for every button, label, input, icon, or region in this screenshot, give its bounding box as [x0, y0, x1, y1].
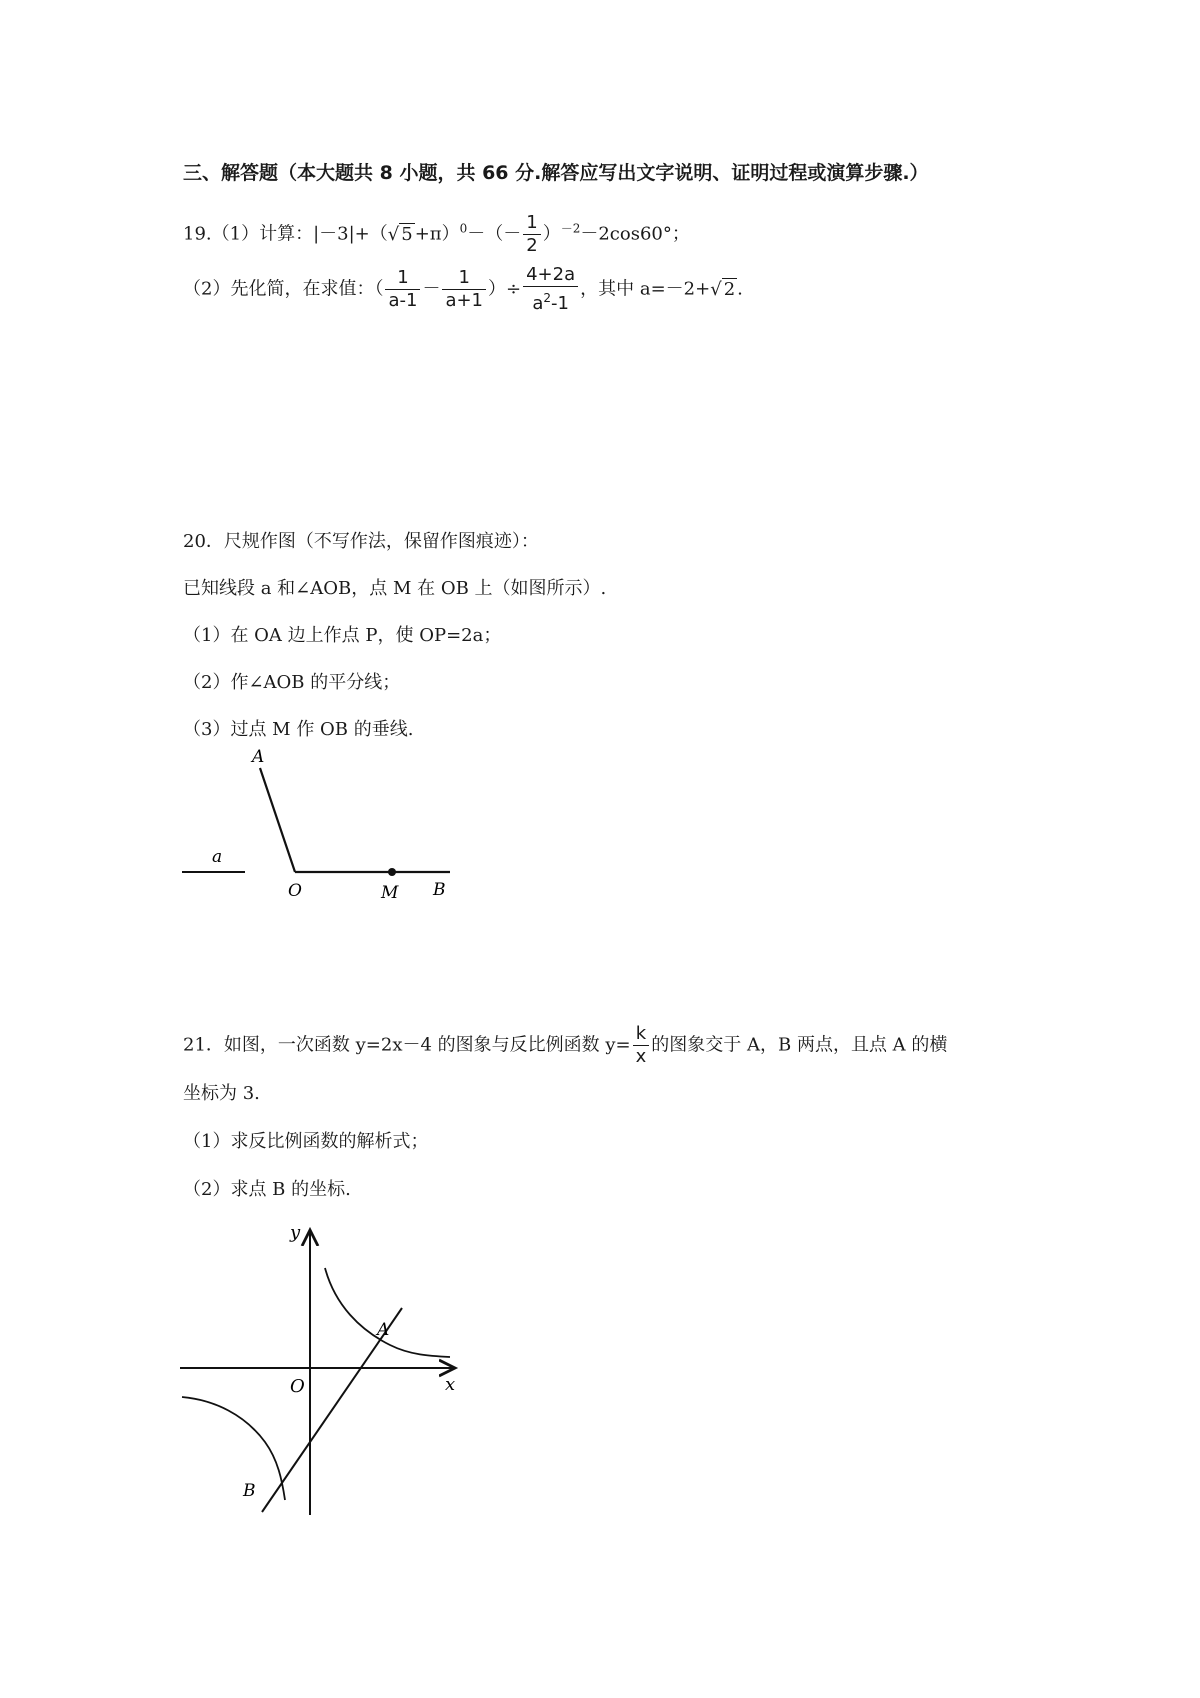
q21-line1-prefix: 21．如图，一次函数 y=2x－4 的图象与反比例函数 y=: [183, 1034, 631, 1056]
k-over-x: [633, 1023, 650, 1068]
q20-line2: 已知线段 a 和∠AOB，点 M 在 OB 上（如图所示）.: [183, 578, 607, 599]
label-O: O: [290, 1376, 305, 1397]
abs-expr: |－3|: [313, 223, 355, 245]
q21-line1-suffix: 的图象交于 A，B 两点，且点 A 的横: [651, 1034, 948, 1056]
hyperbola-branch-upper: [325, 1268, 450, 1357]
q21-line1: [183, 1023, 947, 1068]
point-M: [388, 868, 396, 876]
frac3-den-exponent: 2: [543, 291, 551, 305]
frac3: [523, 264, 578, 315]
frac1-denominator: a-1: [388, 290, 418, 311]
paren-divide: ）÷: [488, 278, 522, 300]
q19-part2-prefix: （2）先化简，在求值：（: [183, 278, 384, 300]
q21-figure: [170, 1210, 470, 1520]
frac2-denominator: a+1: [445, 290, 484, 311]
frac3-den-tail: -1: [550, 293, 569, 314]
where-clause: ，其中 a=－2+: [580, 278, 711, 300]
zero-exponent: 0: [459, 221, 468, 236]
label-x: x: [445, 1374, 456, 1395]
frac2-numerator: 1: [442, 267, 486, 290]
period: .: [737, 278, 743, 300]
q21-line2: 坐标为 3.: [183, 1083, 260, 1104]
label-y: y: [290, 1222, 301, 1243]
q19-part2: [183, 264, 743, 315]
q21-line4: （2）求点 B 的坐标.: [183, 1179, 351, 1200]
frac2: [442, 267, 486, 312]
label-B: B: [433, 880, 446, 900]
half-numerator: 1: [523, 212, 540, 235]
q21-line3: （1）求反比例函数的解析式；: [183, 1131, 429, 1152]
frac3-numerator: 4+2a: [523, 264, 578, 287]
q20-line1: 20．尺规作图（不写作法，保留作图痕迹）：: [183, 531, 539, 552]
close-paren: ）: [542, 223, 561, 245]
hyperbola-branch-lower: [182, 1397, 285, 1500]
q20-line3: （1）在 OA 边上作点 P，使 OP=2a；: [183, 625, 502, 646]
sqrt5: √ 5: [387, 223, 413, 245]
plus-open: +（: [354, 223, 388, 245]
k-numerator: k: [633, 1023, 650, 1046]
q19-part1: [183, 212, 690, 257]
plus-pi: +π）: [414, 223, 460, 245]
frac1-numerator: 1: [385, 267, 420, 290]
ray-OA: [260, 768, 295, 872]
label-A: A: [252, 747, 265, 767]
neg2-exponent: －2: [560, 221, 581, 236]
sqrt2-radicand: 2: [723, 278, 736, 300]
half-denominator: 2: [526, 235, 538, 256]
section-heading: 三、解答题（本大题共 8 小题，共 66 分.解答应写出文字说明、证明过程或演算步骤.）: [183, 162, 929, 184]
minus-sign: －: [422, 278, 441, 300]
frac3-den-base: a: [532, 293, 544, 314]
sqrt5-radicand: 5: [401, 223, 413, 245]
q19-tail: －2cos60°；: [580, 223, 690, 245]
frac3-denominator: [523, 287, 578, 315]
q20-line5: （3）过点 M 作 OB 的垂线.: [183, 719, 414, 740]
half-fraction: [523, 212, 540, 257]
q20-line4: （2）作∠AOB 的平分线；: [183, 672, 401, 693]
label-A: A: [377, 1320, 390, 1340]
label-a: a: [212, 847, 223, 867]
sqrt2: √ 2: [710, 278, 736, 300]
q20-figure: [170, 745, 460, 905]
x-denominator: x: [635, 1046, 647, 1067]
minus-open-paren: －（－: [467, 223, 522, 245]
label-O: O: [288, 881, 302, 901]
label-B: B: [243, 1481, 256, 1501]
q19-part1-prefix: 19.（1）计算：: [183, 223, 314, 245]
frac1: [385, 267, 420, 312]
label-M: M: [381, 883, 399, 903]
